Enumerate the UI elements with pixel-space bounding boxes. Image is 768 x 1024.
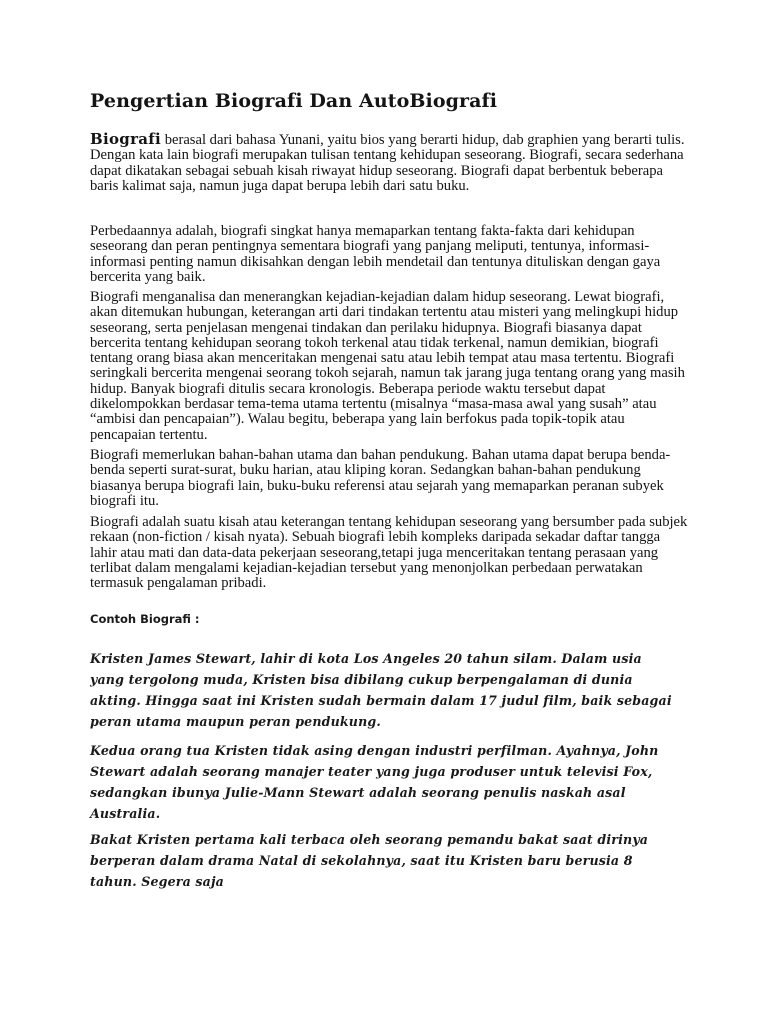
example-heading: Contoh Biografi : xyxy=(90,612,200,626)
example-paragraph-2: Kedua orang tua Kristen tidak asing dengan industri perfilman. Ayahnya, John Stewart adalah seorang manajer teater yang juga produser untuk televisi Fox, sedangkan ibunya Julie-Mann Stewart adalah seorang penulis naskah asal Australia. xyxy=(90,743,659,821)
paragraph-perbedaan: Perbedaannya adalah, biografi singkat hanya memaparkan tentang fakta-fakta dari kehidupan seseorang dan peran pentingnya sementara biografi yang panjang meliputi, tentunya, informasi-informasi penting namun dikisahkan dengan lebih mendetail dan tentunya dituliskan dengan gaya bercerita yang baik. xyxy=(90,223,661,285)
paragraph-kisah: Biografi adalah suatu kisah atau keterangan tentang kehidupan seseorang yang bersumber pada subjek rekaan (non-fiction / kisah nyata). Sebuah biografi lebih kompleks daripada sekadar daftar tangga lahir atau mati dan data-data pekerjaan seseorang,tetapi juga menceritakan tentang perasaan yang terlibat dalam mengalami kejadian-kejadian tersebut yang menonjolkan perbedaan perwatakan termasuk pengalaman pribadi. xyxy=(90,514,688,592)
intro-text: berasal dari bahasa Yunani, yaitu bios yang berarti hidup, dab graphien yang berarti tulis. Dengan kata lain biografi merupakan tulisan tentang kehidupan seseorang. Biografi, secara sederhana dapat dikatakan sebagai sebuah kisah riwayat hidup seseorang. Biografi dapat berbentuk beberapa baris kalimat saja, namun juga dapat berupa lebih dari satu buku. xyxy=(90,132,685,194)
intro-paragraph xyxy=(90,132,690,194)
paragraph-bahan: Biografi memerlukan bahan-bahan utama dan bahan pendukung. Bahan utama dapat berupa benda-benda seperti surat-surat, buku harian, atau kliping koran. Sedangkan bahan-bahan pendukung biasanya berupa biografi lain, buku-buku referensi atau sejarah yang memaparkan peranan subyek biografi itu. xyxy=(90,447,671,509)
example-paragraph-3: Bakat Kristen pertama kali terbaca oleh seorang pemandu bakat saat dirinya berperan dalam drama Natal di sekolahnya, saat itu Kristen baru berusia 8 tahun. Segera saja xyxy=(90,832,649,889)
example-paragraph-1: Kristen James Stewart, lahir di kota Los Angeles 20 tahun silam. Dalam usia yang tergolong muda, Kristen bisa dibilang cukup berpengalaman di dunia akting. Hingga saat ini Kristen sudah bermain dalam 17 judul film, baik sebagai peran utama maupun peran pendukung. xyxy=(90,651,672,729)
page-title: Pengertian Biografi Dan AutoBiografi xyxy=(90,90,498,112)
intro-lead-word: Biografi xyxy=(90,130,162,148)
paragraph-menganalisa: Biografi menganalisa dan menerangkan kejadian-kejadian dalam hidup seseorang. Lewat biografi, akan ditemukan hubungan, keterangan arti dari tindakan tertentu atau misteri yang melingkupi hidup seseorang, serta penjelasan mengenai tindakan dan perilaku hidupnya. Biografi biasanya dapat bercerita tentang kehidupan seorang tokoh terkenal atau tidak terkenal, namun demikian, biografi tentang orang biasa akan menceritakan mengenai satu atau lebih tempat atau masa tertentu. Biografi seringkali bercerita mengenai seorang tokoh sejarah, namun tak jarang juga tentang orang yang masih hidup. Banyak biografi ditulis secara kronologis. Beberapa periode waktu tersebut dapat dikelompokkan berdasar tema-tema utama tertentu (misalnya “masa-masa awal yang susah” atau “ambisi dan pencapaian”). Walau begitu, beberapa yang lain berfokus pada topik-topik atau pencapaian tertentu. xyxy=(90,289,685,443)
